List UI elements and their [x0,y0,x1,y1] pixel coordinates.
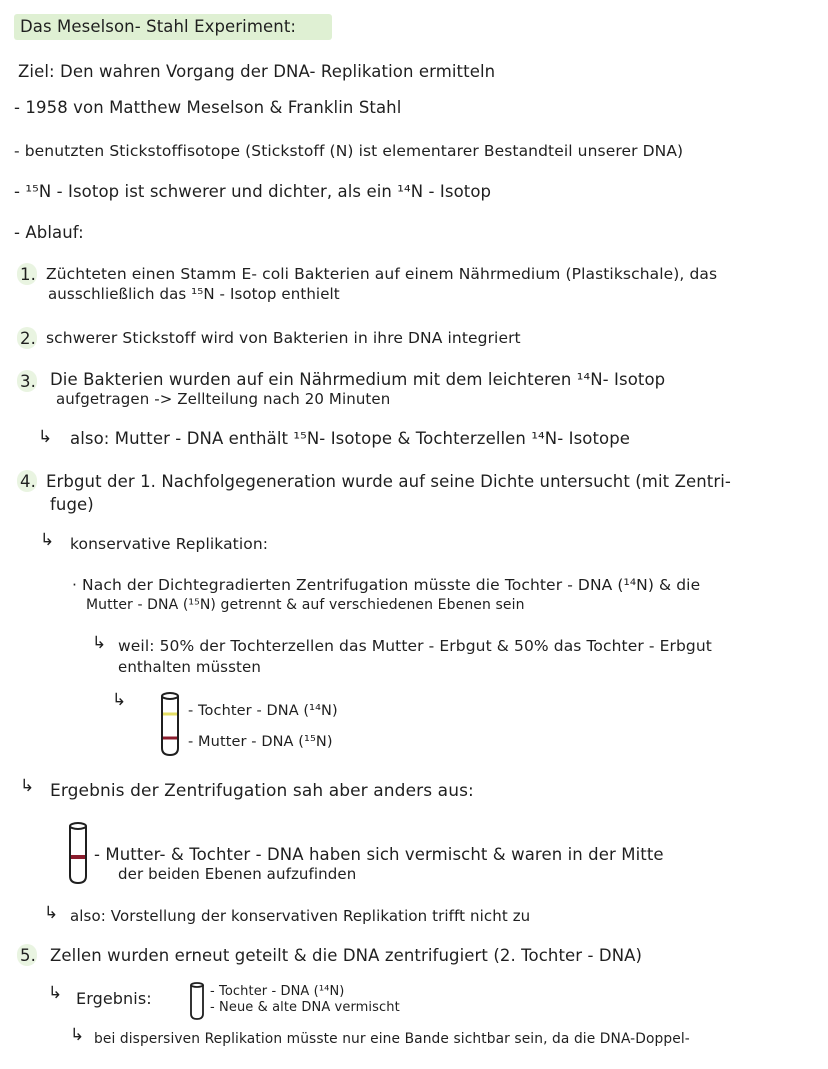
step-text: aufgetragen -> Zellteilung nach 20 Minuten [56,390,391,408]
sub-text: weil: 50% der Tochterzellen das Mutter - Erbgut & 50% das Tochter - Erbgut [118,637,712,655]
tube-label: - Mutter- & Tochter - DNA haben sich vermischt & waren in der Mitte [94,845,664,864]
goal-line: Ziel: Den wahren Vorgang der DNA- Replikation ermitteln [18,62,496,81]
step-text: Erbgut der 1. Nachfolgegeneration wurde auf seine Dichte untersucht (mit Zentri- [46,472,731,491]
arrow-icon: ↳ [38,427,53,447]
tube-label: - Mutter - DNA (¹⁵N) [188,734,333,750]
sub-text: Ergebnis: [76,989,152,1008]
step-text: Zellen wurden erneut geteilt & die DNA zentrifugiert (2. Tochter - DNA) [50,946,643,965]
arrow-icon: ↳ [48,983,63,1003]
step-text: schwerer Stickstoff wird von Bakterien in ihre DNA integriert [46,329,521,347]
bullet-line: - ¹⁵N - Isotop ist schwerer und dichter, als ein ¹⁴N - Isotop [14,182,492,201]
step-number: 1. [20,265,36,284]
arrow-icon: ↳ [40,530,55,550]
arrow-icon: ↳ [44,903,59,923]
step-number: 4. [20,472,36,491]
tube-label: - Tochter - DNA (¹⁴N) [210,984,345,999]
tube-label: der beiden Ebenen aufzufinden [118,865,357,883]
step-number: 5. [20,946,36,965]
sub-text: konservative Replikation: [70,535,269,553]
sub-text: also: Mutter - DNA enthält ¹⁵N- Isotope & Tochterzellen ¹⁴N- Isotope [70,429,631,448]
step-number: 2. [20,329,36,348]
test-tube-icon [186,982,208,1022]
step-text: Züchteten einen Stamm E- coli Bakterien auf einem Nährmedium (Plastikschale), das [46,265,718,283]
step-text: fuge) [50,495,94,514]
tube-label: - Neue & alte DNA vermischt [210,1000,400,1015]
step-text: Die Bakterien wurden auf ein Nährmedium mit dem leichteren ¹⁴N- Isotop [50,370,666,389]
bullet-line: - benutzten Stickstoffisotope (Stickstoff (N) ist elementarer Bestandteil unserer DNA) [14,142,684,160]
arrow-icon: ↳ [92,633,107,653]
bullet-line: - 1958 von Matthew Meselson & Franklin Stahl [14,98,402,117]
arrow-icon: ↳ [20,776,35,796]
step-number: 3. [20,372,36,391]
test-tube-icon [156,692,184,758]
arrow-icon: ↳ [70,1025,85,1045]
arrow-icon: ↳ [112,690,127,710]
sub-text: Mutter - DNA (¹⁵N) getrennt & auf verschiedenen Ebenen sein [86,597,525,613]
sub-text: · Nach der Dichtegradierten Zentrifugation müsste die Tochter - DNA (¹⁴N) & die [72,576,701,594]
page-title: Das Meselson- Stahl Experiment: [20,17,297,36]
bullet-line: - Ablauf: [14,223,84,242]
sub-text: bei dispersiven Replikation müsste nur eine Bande sichtbar sein, da die DNA-Doppel- [94,1031,690,1047]
sub-text: also: Vorstellung der konservativen Replikation trifft nicht zu [70,907,531,925]
sub-text: enthalten müssten [118,658,261,676]
tube-label: - Tochter - DNA (¹⁴N) [188,703,338,719]
test-tube-icon [64,822,92,886]
step-text: ausschließlich das ¹⁵N - Isotop enthielt [48,285,340,303]
sub-text: Ergebnis der Zentrifugation sah aber anders aus: [50,781,474,801]
